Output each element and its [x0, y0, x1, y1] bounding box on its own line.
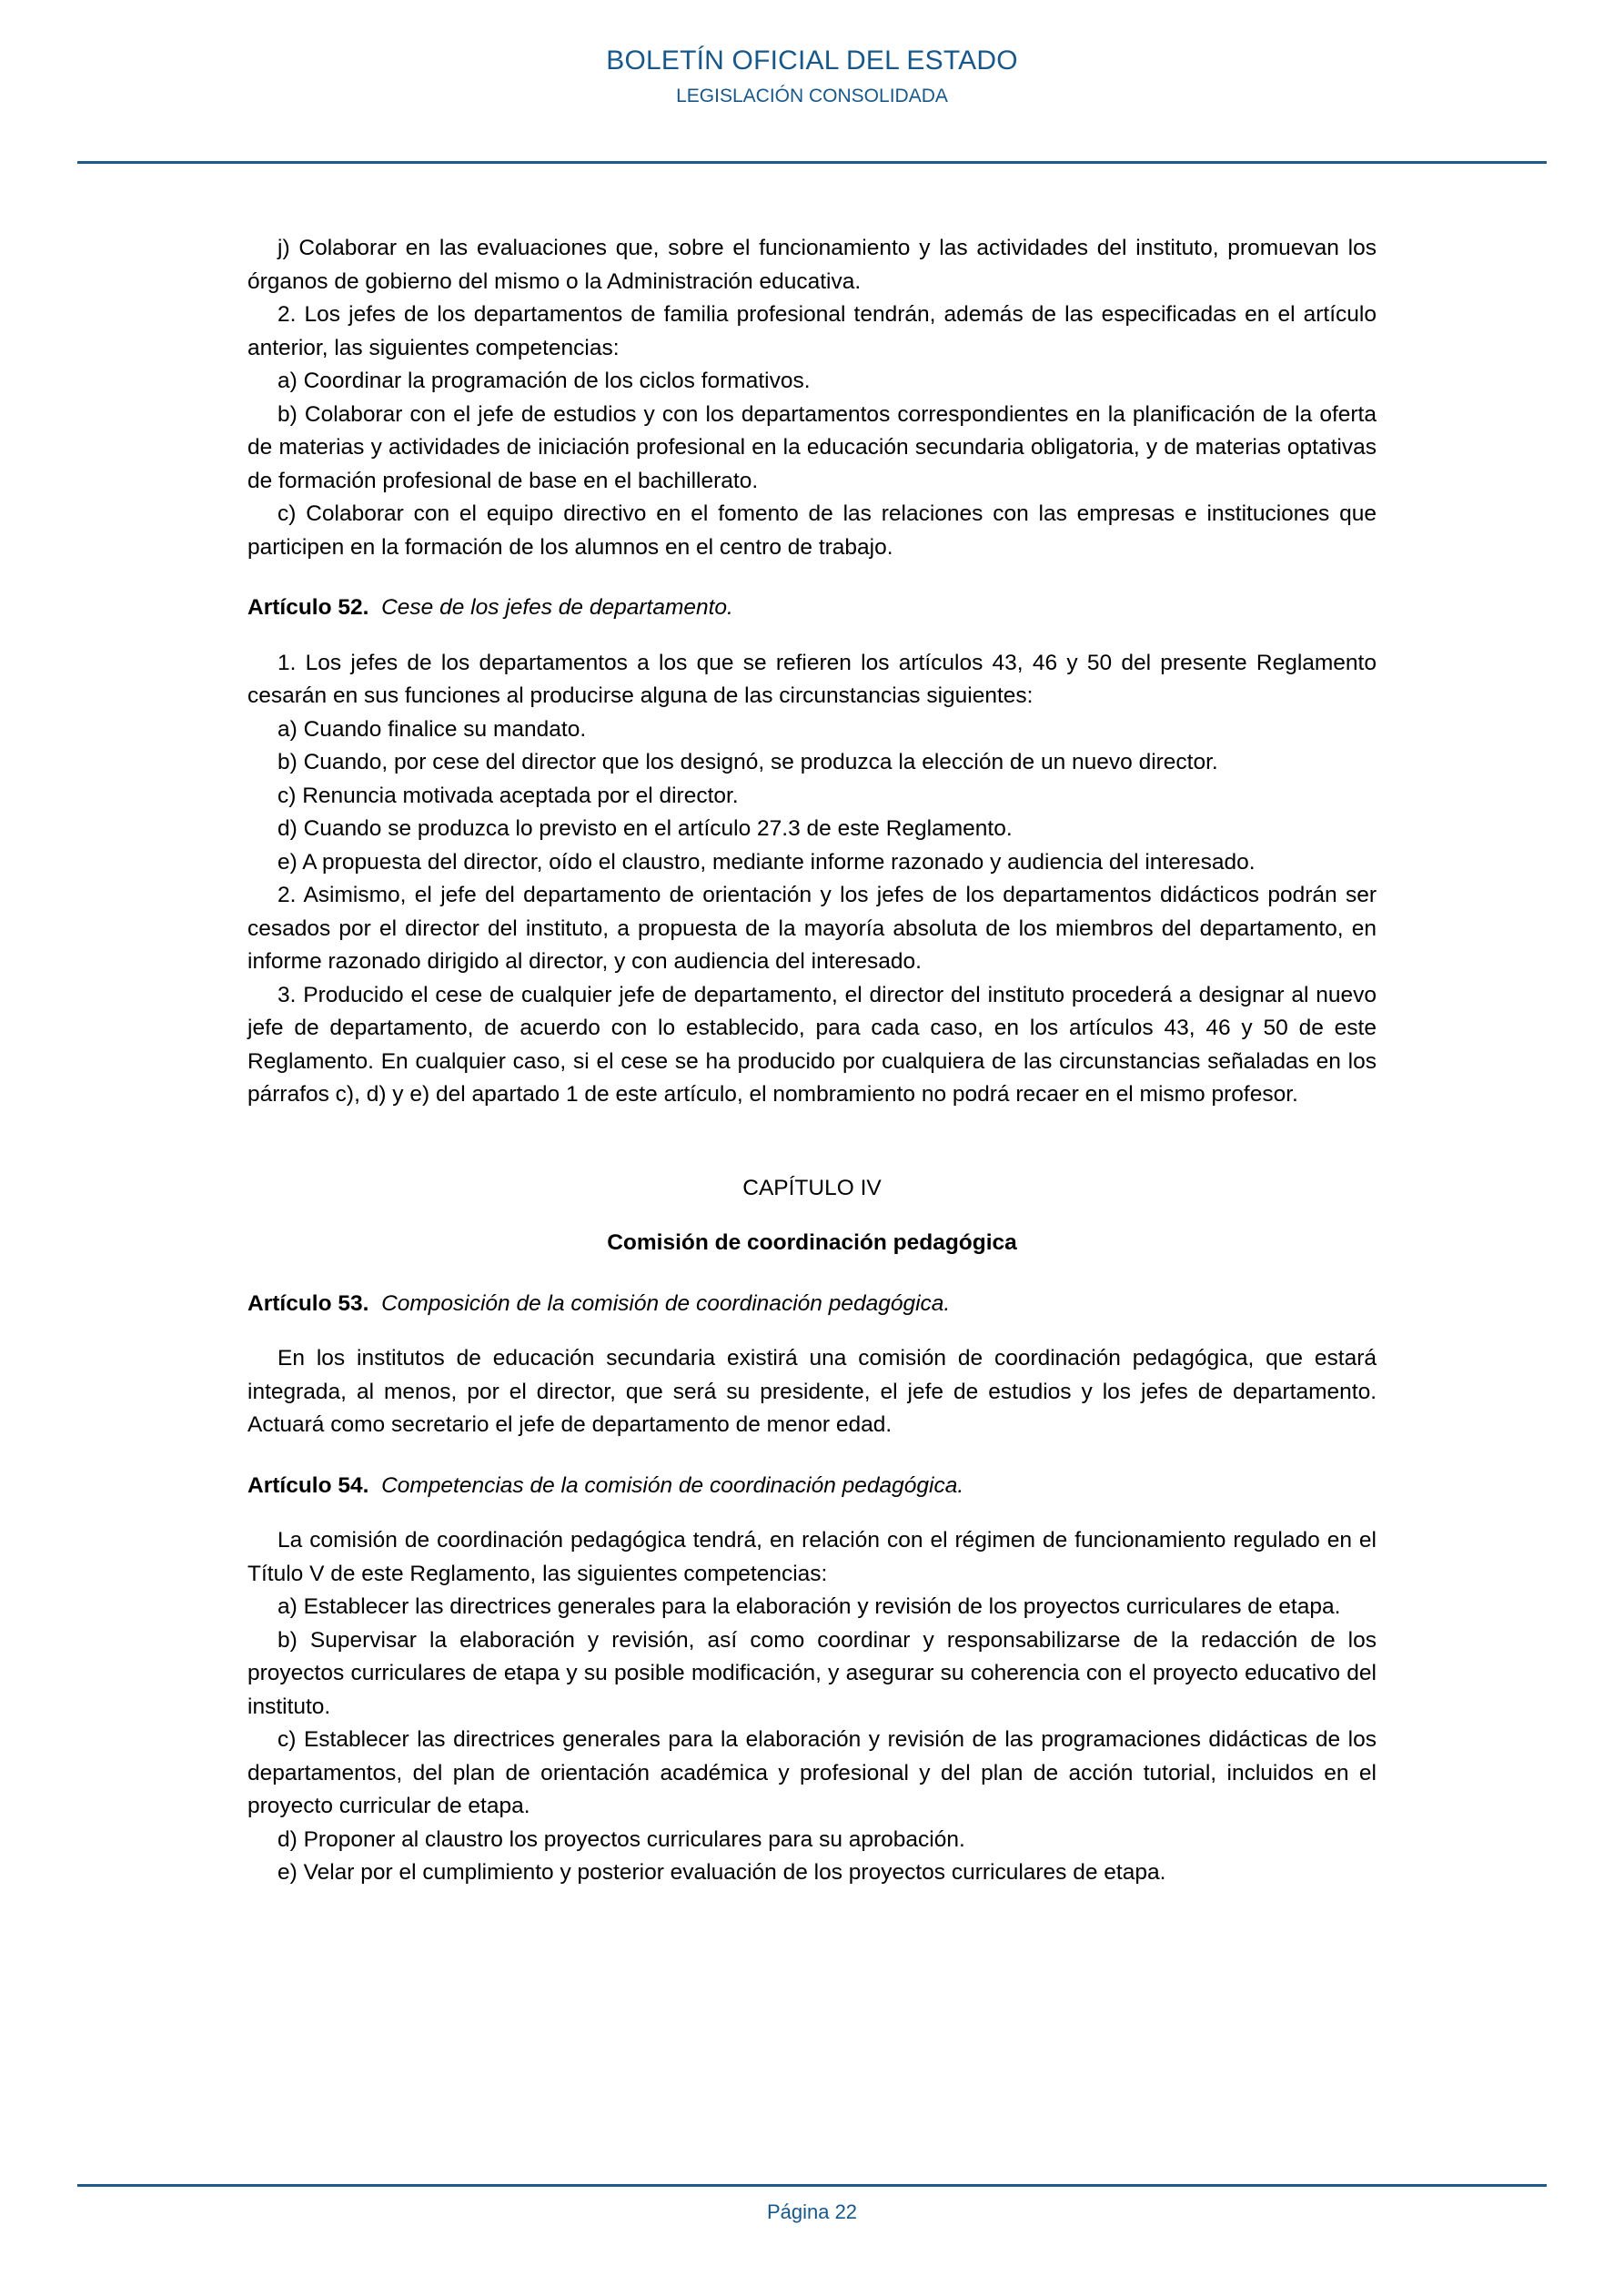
paragraph-2b: b) Colaborar con el jefe de estudios y con los departamentos correspondientes en la planificación de la oferta de materias y actividades de iniciación profesional en la educación secundaria obligatoria, y de materias optativas de formación profesional de base en el bachillerato.	[247, 401, 1377, 493]
spacer	[247, 1112, 1377, 1172]
paragraph-2c: c) Colaborar con el equipo directivo en el fomento de las relaciones con las empresas e instituciones que participen en la formación de los alumnos en el centro de trabajo.	[247, 501, 1377, 560]
spacer	[247, 1205, 1377, 1227]
spacer	[247, 1320, 1377, 1342]
article-53-label: Artículo 53.	[247, 1290, 369, 1316]
article-52-item-a: a) Cuando finalice su mandato.	[277, 716, 587, 742]
spacer	[247, 625, 1377, 647]
article-54-item-e: e) Velar por el cumplimiento y posterior evaluación de los proyectos curriculares de etapa.	[277, 1860, 1166, 1885]
chapter-number: CAPÍTULO IV	[742, 1175, 882, 1200]
chapter-name: Comisión de coordinación pedagógica	[607, 1230, 1017, 1255]
paragraph-j: j) Colaborar en las evaluaciones que, sobre el funcionamiento y las actividades del instituto, promuevan los órganos de gobierno del mismo o la Administración educativa.	[247, 236, 1377, 294]
article-52-paragraph-1: 1. Los jefes de los departamentos a los que se refieren los artículos 43, 46 y 50 del presente Reglamento cesarán en sus funciones al producirse alguna de las circunstancias siguientes:	[247, 650, 1377, 708]
article-54-item-d: d) Proponer al claustro los proyectos curriculares para su aprobación.	[277, 1826, 965, 1852]
article-52-paragraph-2: 2. Asimismo, el jefe del departamento de orientación y los jefes de los departamentos didácticos podrán ser cesados por el director del instituto, a propuesta de la mayoría absoluta de los miembros del departamento, en informe razonado dirigido al director, y con audiencia del interesado.	[247, 883, 1377, 974]
paragraph-2a: a) Coordinar la programación de los ciclos formativos.	[277, 369, 811, 393]
document-footer	[0, 2200, 1624, 2224]
article-54-item-a: a) Establecer las directrices generales para la elaboración y revisión de los proyectos curriculares de etapa.	[277, 1594, 1341, 1619]
article-54-item-c: c) Establecer las directrices generales para la elaboración y revisión de las programaciones didácticas de los departamentos, del plan de orientación académica y profesional y del plan de acción tutorial, incluidos en el proyecto curricular de etapa.	[247, 1727, 1377, 1818]
footer-divider	[77, 2184, 1547, 2187]
article-52-heading	[247, 592, 1377, 625]
article-52-title: Cese de los jefes de departamento.	[381, 595, 733, 620]
spacer	[247, 1442, 1377, 1470]
article-52-item-c: c) Renuncia motivada aceptada por el director.	[277, 783, 739, 808]
spacer	[247, 1502, 1377, 1524]
page-number: Página 22	[766, 2200, 858, 2223]
article-52-item-b: b) Cuando, por cese del director que los designó, se produzca la elección de un nuevo director.	[277, 750, 1218, 774]
article-52-paragraph-3: 3. Producido el cese de cualquier jefe de departamento, el director del instituto procederá a designar al nuevo jefe de departamento, de acuerdo con lo establecido, para cada caso, en los artículos 43, 46 y 50 de este Reglamento. En cualquier caso, si el cese se ha producido por cualquiera de las circunstancias señaladas en los párrafos c), d) y e) del apartado 1 de este artículo, el nombramiento no podrá recaer en el mismo profesor.	[247, 982, 1377, 1107]
article-54-item-b: b) Supervisar la elaboración y revisión, así como coordinar y responsabilizarse de la redacción de los proyectos curriculares de etapa y su posible modificación, y asegurar su coherencia con el proyecto educativo del instituto.	[247, 1627, 1377, 1719]
header-divider	[77, 161, 1547, 164]
article-54-label: Artículo 54.	[247, 1472, 369, 1498]
spacer	[247, 1260, 1377, 1288]
article-53-title: Composición de la comisión de coordinación pedagógica.	[381, 1290, 951, 1316]
article-53-heading	[247, 1288, 1377, 1321]
document-header	[0, 0, 1624, 108]
paragraph-2: 2. Los jefes de los departamentos de familia profesional tendrán, además de las especificadas en el artículo anterior, las siguientes competencias:	[247, 302, 1377, 360]
article-54-heading	[247, 1470, 1377, 1503]
article-52-item-e: e) A propuesta del director, oído el claustro, mediante informe razonado y audiencia del interesado.	[277, 849, 1256, 875]
spacer	[247, 564, 1377, 592]
document-body	[247, 232, 1377, 1890]
publication-subtitle: LEGISLACIÓN CONSOLIDADA	[676, 85, 948, 106]
article-54-paragraph-1: La comisión de coordinación pedagógica tendrá, en relación con el régimen de funcionamiento regulado en el Título V de este Reglamento, las siguientes competencias:	[247, 1528, 1377, 1586]
article-54-title: Competencias de la comisión de coordinación pedagógica.	[381, 1472, 964, 1498]
article-53-paragraph-1: En los institutos de educación secundaria existirá una comisión de coordinación pedagógica, que estará integrada, al menos, por el director, que será su presidente, el jefe de estudios y los jefes de departamento. Actuará como secretario el jefe de departamento de menor edad.	[247, 1346, 1377, 1437]
article-52-label: Artículo 52.	[247, 595, 369, 620]
article-52-item-d: d) Cuando se produzca lo previsto en el artículo 27.3 de este Reglamento.	[277, 816, 1013, 841]
publication-title: BOLETÍN OFICIAL DEL ESTADO	[606, 46, 1018, 76]
